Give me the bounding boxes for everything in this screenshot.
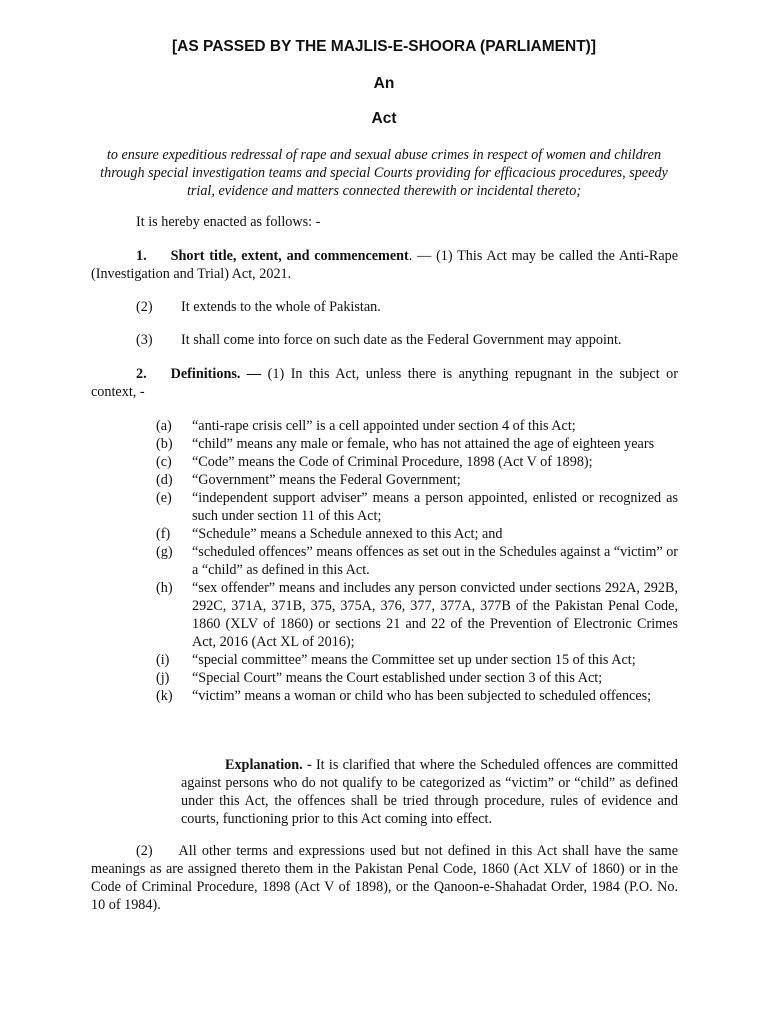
definition-text: “scheduled offences” means offences as set out in the Schedules against a “victim” or a “child” as defined in this Act. (192, 544, 679, 578)
definition-item (156, 435, 678, 453)
sub-number: (3) (136, 332, 153, 348)
definition-label: (h) (156, 580, 173, 596)
section-2-sub-2 (91, 842, 678, 914)
definition-label: (e) (156, 490, 172, 506)
definition-item (156, 669, 678, 687)
definition-text: “victim” means a woman or child who has been subjected to scheduled offences; (192, 688, 652, 704)
sub-number: (2) (136, 299, 153, 315)
section-1-sub-3 (0, 331, 768, 349)
definition-text: “child” means any male or female, who has not attained the age of eighteen years (192, 436, 655, 452)
definition-item (156, 579, 678, 651)
sub-text: It extends to the whole of Pakistan. (181, 299, 381, 315)
definition-text: “Government” means the Federal Government; (192, 472, 461, 488)
definition-text: “Special Court” means the Court established under section 3 of this Act; (192, 670, 603, 686)
definition-label: (j) (156, 670, 170, 686)
definition-item (156, 489, 678, 525)
definition-item (156, 687, 678, 705)
definition-item (156, 471, 678, 489)
section-2-title: Definitions. — (170, 366, 262, 382)
definition-label: (d) (156, 472, 173, 488)
section-2-number: 2. (136, 366, 147, 382)
explanation-label: Explanation. - (225, 757, 312, 773)
section-1-title: Short title, extent, and commencement (170, 248, 409, 264)
definition-label: (f) (156, 526, 171, 542)
enacting-clause: It is hereby enacted as follows: - (136, 214, 321, 230)
heading-an: An (373, 75, 395, 92)
definition-label: (i) (156, 652, 170, 668)
definition-label: (a) (156, 418, 172, 434)
section-1-paragraph (91, 247, 678, 283)
definition-item (156, 417, 678, 435)
definition-text: “Code” means the Code of Criminal Procedure, 1898 (Act V of 1898); (192, 454, 593, 470)
definition-text: “Schedule” means a Schedule annexed to this Act; and (192, 526, 503, 542)
section-2-text: (1) In this Act, unless there is anything repugnant in the subject or context, - (91, 366, 678, 400)
sub-text: All other terms and expressions used but not defined in this Act shall have the same meanings as are assigned thereto them in the Pakistan Penal Code, 1860 (Act XLV of 1860) or in the Code of Criminal Procedure, 1898 (Act V of 1898), or the Qanoon-e-Shahadat Order, 1984 (P.O. No. 10 of 1984). (91, 843, 678, 913)
definition-text: “independent support adviser” means a person appointed, enlisted or recognized as such under section 11 of this Act; (192, 490, 678, 524)
section-2-paragraph (91, 365, 678, 401)
definitions-list (156, 417, 678, 705)
definition-item (156, 651, 678, 669)
heading-act: Act (371, 110, 397, 127)
definition-label: (c) (156, 454, 172, 470)
preamble: to ensure expeditious redressal of rape and sexual abuse crimes in respect of women and children through special investigation teams and special Courts providing for efficacious procedures, speedy trial, evidence and matters connected therewith or incidental thereto; (100, 147, 668, 199)
definition-text: “anti-rape crisis cell” is a cell appointed under section 4 of this Act; (192, 418, 576, 434)
document-status-heading: [AS PASSED BY THE MAJLIS-E-SHOORA (PARLIAMENT)] (172, 38, 596, 55)
definition-text: “sex offender” means and includes any person convicted under sections 292A, 292B, 292C, 371A, 371B, 375, 375A, 376, 377, 377A, 377B of the Pakistan Penal Code, 1860 (XLV of 1860) or sections 21 and 22 of the Prevention of Electronic Crimes Act, 2016 (Act XL of 2016); (192, 580, 678, 650)
explanation-text: It is clarified that where the Scheduled offences are committed against persons who do not qualify to be categorized as “victim” or “child” as defined under this Act, the offences shall be tried through procedure, rules of evidence and courts, functioning prior to this Act coming into effect. (181, 757, 678, 827)
definition-text: “special committee” means the Committee set up under section 15 of this Act; (192, 652, 636, 668)
sub-text: It shall come into force on such date as the Federal Government may appoint. (181, 332, 622, 348)
sub-number: (2) (136, 843, 153, 859)
explanation-paragraph (181, 756, 678, 828)
definition-label: (g) (156, 544, 173, 560)
section-1-number: 1. (136, 248, 147, 264)
section-1-sub-2 (0, 298, 768, 316)
section-1-text: . — (1) This Act may be called the Anti-Rape (Investigation and Trial) Act, 2021. (91, 248, 679, 282)
definition-label: (k) (156, 688, 173, 704)
definition-item (156, 525, 678, 543)
definition-label: (b) (156, 436, 173, 452)
definition-item (156, 453, 678, 471)
definition-item (156, 543, 678, 579)
